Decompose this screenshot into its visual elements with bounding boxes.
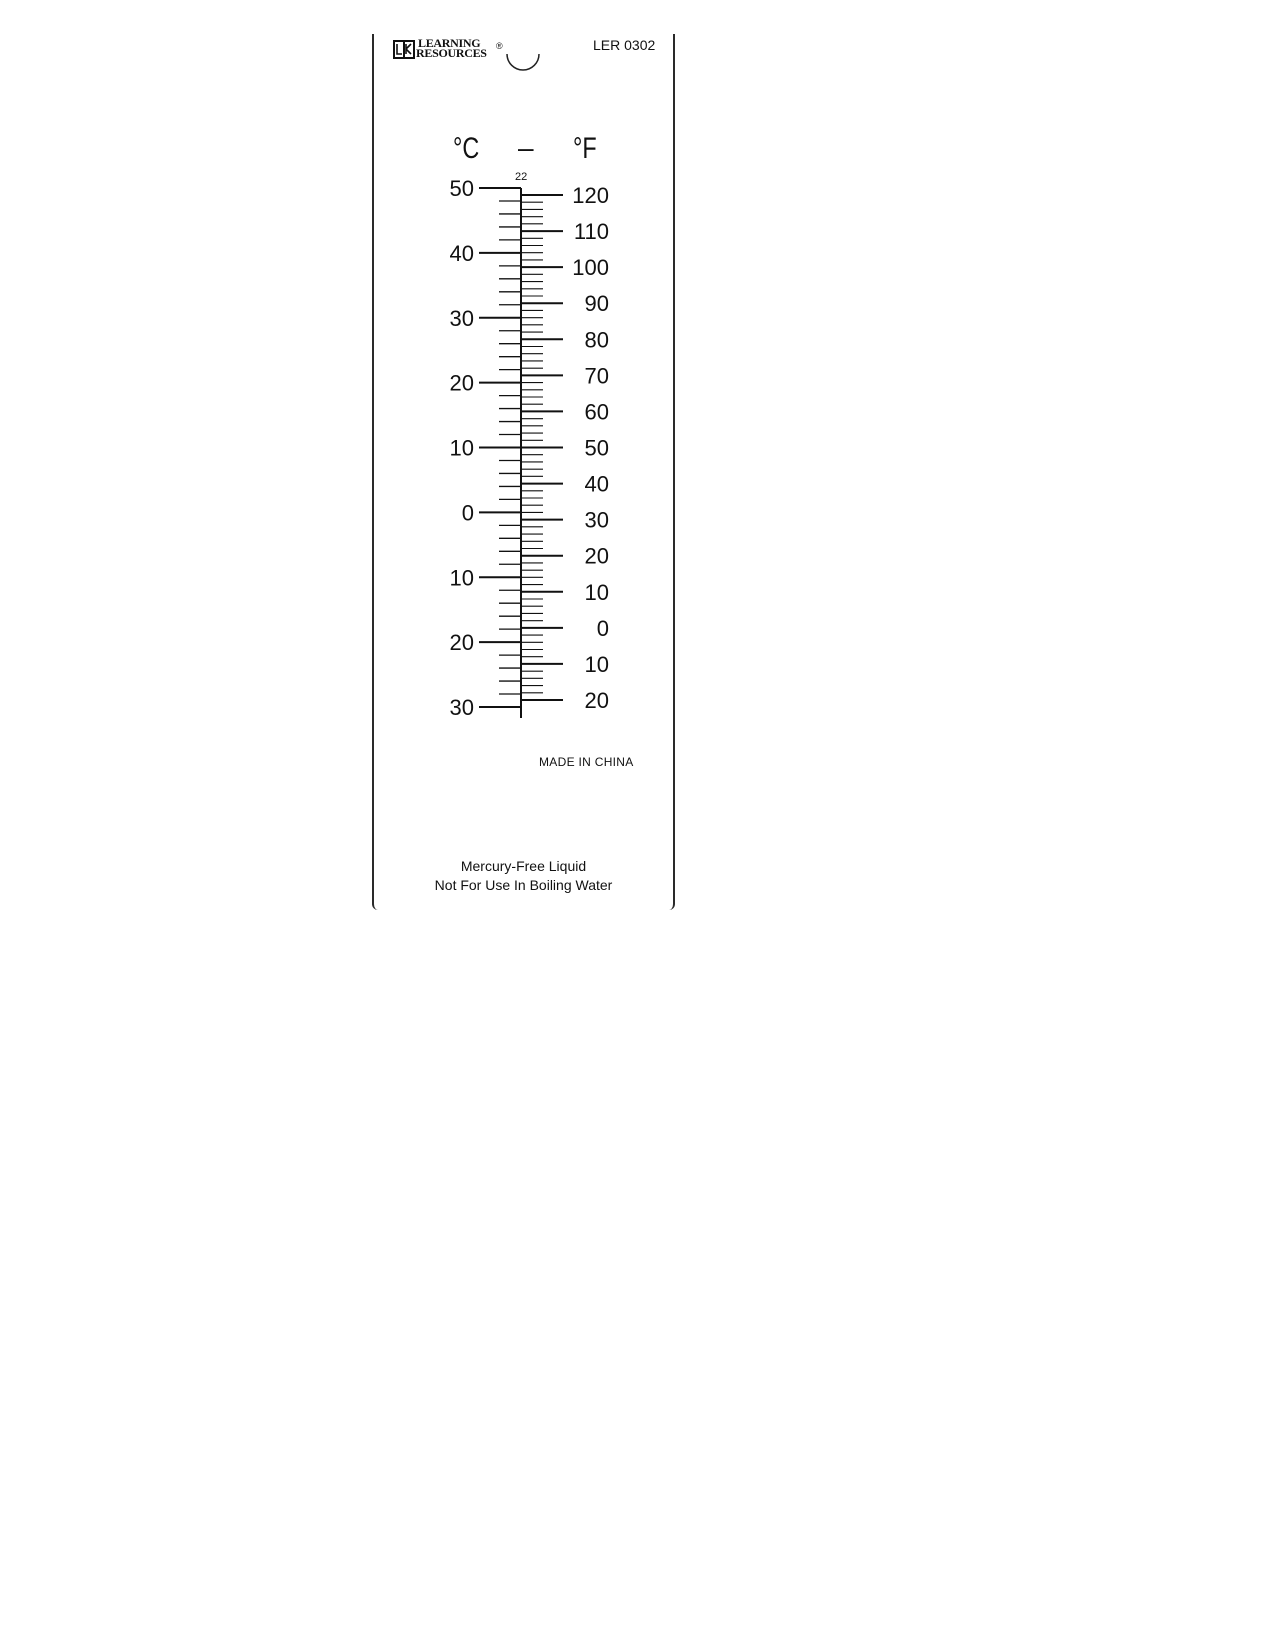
fahrenheit-tick-label: 110 [573, 219, 609, 245]
unit-separator: – [518, 132, 534, 163]
celsius-tick-label: 30 [449, 305, 474, 331]
celsius-unit-label: °C [453, 132, 480, 165]
mercury-free-note: Mercury-Free Liquid [460, 858, 587, 874]
model-number: LER 0302 [593, 37, 656, 53]
fahrenheit-tick-label: 60 [584, 399, 609, 425]
fahrenheit-tick-label: 80 [584, 327, 609, 353]
scale-ticks [479, 188, 563, 718]
brand-line-1: LEARNING [418, 36, 481, 50]
celsius-tick-label: 20 [449, 370, 474, 396]
celsius-tick-label: 30 [449, 695, 474, 720]
fahrenheit-tick-label: 10 [584, 651, 609, 677]
fahrenheit-labels [572, 183, 609, 713]
fahrenheit-tick-label: 120 [572, 183, 609, 208]
fahrenheit-tick-label: 20 [584, 543, 609, 569]
fahrenheit-tick-label: 70 [584, 363, 609, 389]
celsius-tick-label: 20 [449, 630, 474, 656]
celsius-tick-label: 50 [449, 176, 474, 201]
made-in-label: MADE IN CHINA [539, 755, 634, 769]
brand-line-2: RESOURCES [416, 46, 487, 60]
celsius-tick-label: 0 [461, 500, 474, 526]
fahrenheit-tick-label: 30 [584, 507, 609, 533]
fahrenheit-tick-label: 90 [584, 291, 609, 317]
fahrenheit-tick-label: 40 [584, 471, 609, 497]
fahrenheit-tick-label: 0 [596, 615, 609, 641]
celsius-tick-label: 10 [449, 565, 474, 591]
small-marking: 22 [515, 171, 528, 183]
registered-mark: ® [496, 41, 503, 51]
fahrenheit-tick-label: 100 [572, 255, 609, 281]
fahrenheit-tick-label: 50 [584, 435, 609, 461]
celsius-tick-label: 40 [449, 240, 474, 266]
fahrenheit-tick-label: 10 [584, 579, 609, 605]
celsius-tick-label: 10 [449, 435, 474, 461]
fahrenheit-unit-label: °F [573, 132, 597, 165]
boiling-water-warning: Not For Use In Boiling Water [434, 877, 613, 893]
celsius-labels [450, 176, 474, 720]
fahrenheit-tick-label: 20 [584, 688, 609, 713]
